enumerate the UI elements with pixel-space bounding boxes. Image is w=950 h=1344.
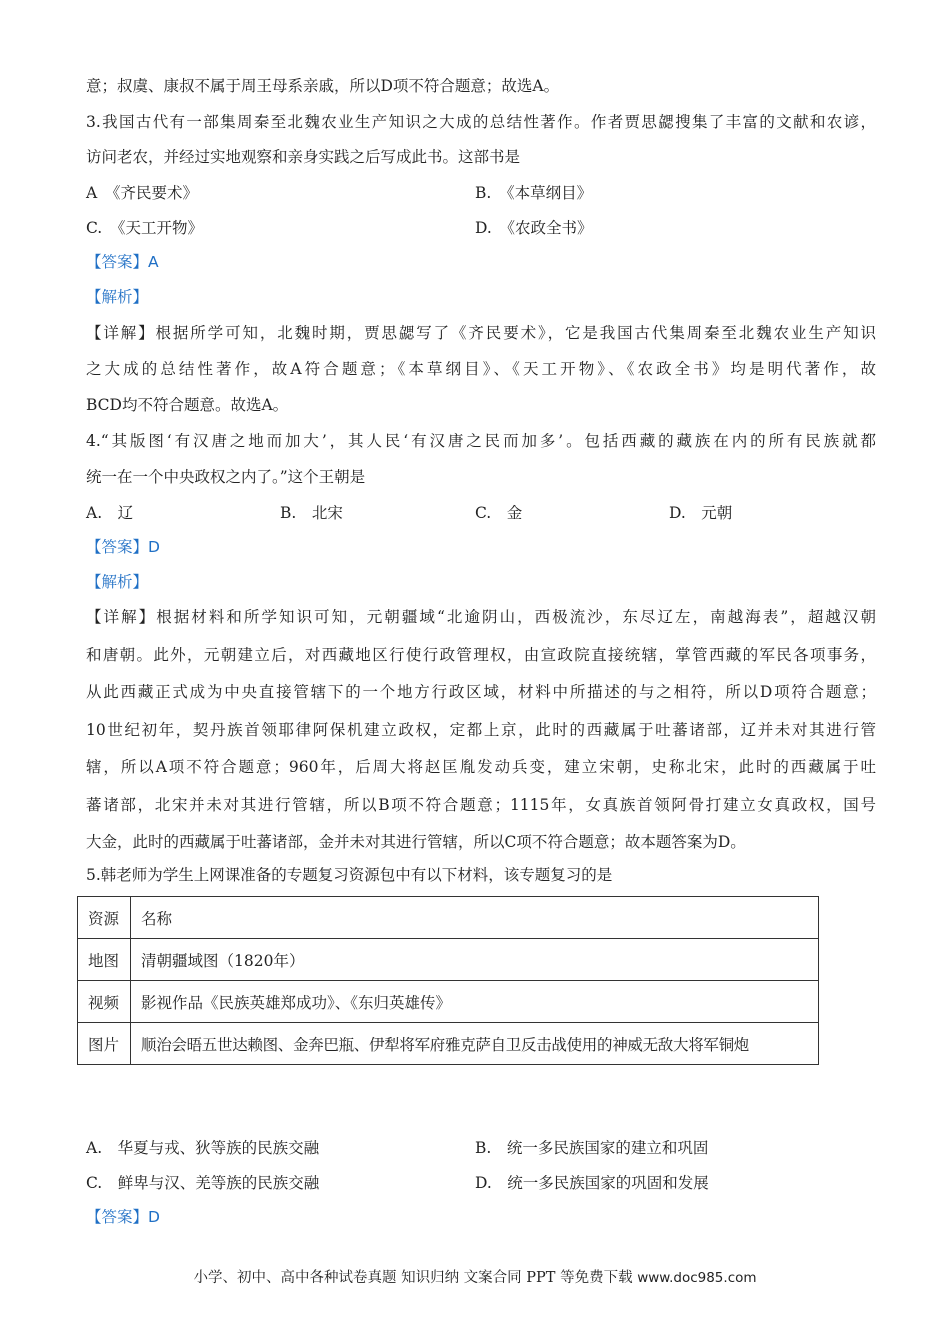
q3-detail-line: BCD均不符合题意。故选A。 [86, 396, 289, 414]
question-3-stem: 3.我国古代有一部集周秦至北魏农业生产知识之大成的总结性著作。作者贾思勰搜集了丰富的文献和农谚， [86, 113, 876, 131]
q5-option-c: C. 鲜卑与汉、羌等族的民族交融 [86, 1174, 320, 1192]
page-footer [0, 1268, 950, 1288]
question-4-stem-cont: 统一在一个中央政权之内了。”这个王朝是 [86, 468, 366, 486]
q3-option-a: A 《齐民要术》 [86, 184, 198, 202]
table-header-row [78, 897, 819, 939]
table-header-cell: 资源 [78, 897, 131, 939]
q4-answer [86, 537, 160, 557]
q4-detail-line: 大金，此时的西藏属于吐蕃诸部，金并未对其进行管辖，所以C项不符合题意；故本题答案为D。 [86, 833, 746, 851]
q5-answer [86, 1207, 160, 1227]
question-3-stem-cont: 访问老农，并经过实地观察和亲身实践之后写成此书。这部书是 [86, 148, 521, 166]
q4-option-a: A. 辽 [86, 504, 134, 522]
q4-option-b: B. 北宋 [280, 504, 343, 522]
table-cell: 清朝疆域图（1820年） [131, 939, 819, 981]
q4-detail-line: 蕃诸部，北宋并未对其进行管辖，所以B项不符合题意；1115年，女真族首领阿骨打建立女真政权，国号 [86, 796, 876, 814]
answer-value: D [148, 538, 160, 556]
table-header-cell: 名称 [131, 897, 819, 939]
table-cell: 视频 [78, 981, 131, 1023]
q4-detail-line: 从此西藏正式成为中央直接管辖下的一个地方行政区域，材料中所描述的与之相符，所以D项符合题意； [86, 683, 876, 701]
table-cell: 影视作品《民族英雄郑成功》、《东归英雄传》 [131, 981, 819, 1023]
question-4-stem: 4.“其版图‘有汉唐之地而加大’，其人民‘有汉唐之民而加多’。包括西藏的藏族在内的所有民族就都 [86, 432, 876, 450]
footer-url[interactable]: www.doc985.com [637, 1270, 757, 1286]
q5-option-d: D. 统一多民族国家的巩固和发展 [475, 1174, 709, 1192]
footer-text: 小学、初中、高中各种试卷真题 知识归纳 文案合同 PPT 等免费下载 [193, 1270, 638, 1286]
q3-option-c: C. 《天工开物》 [86, 219, 203, 237]
resource-table [77, 896, 819, 1065]
q4-detail-line: 和唐朝。此外，元朝建立后，对西藏地区行使行政管理权，由宣政院直接统辖，掌管西藏的军民各项事务， [86, 646, 876, 664]
q4-detail-line: 【详解】根据材料和所学知识可知，元朝疆域“北逾阴山，西极流沙，东尽辽左，南越海表”，超越汉朝 [86, 608, 876, 626]
table-row [78, 939, 819, 981]
table-row [78, 981, 819, 1023]
answer-value: A [148, 253, 159, 271]
q5-option-b: B. 统一多民族国家的建立和巩固 [475, 1139, 709, 1157]
text-line: 意；叔虞、康叔不属于周王母系亲戚，所以D项不符合题意；故选A。 [86, 77, 560, 95]
q3-answer [86, 252, 159, 272]
q3-detail-line: 之大成的总结性著作，故A符合题意；《本草纲目》、《天工开物》、《农政全书》均是明代著作，故 [86, 360, 876, 378]
q4-detail-line: 辖，所以A项不符合题意；960年，后周大将赵匡胤发动兵变，建立宋朝，史称北宋，此时的西藏属于吐 [86, 758, 876, 776]
q3-analysis-tag: 【解析】 [86, 288, 149, 306]
table-row [78, 1023, 819, 1065]
q4-option-d: D. 元朝 [669, 504, 733, 522]
table-cell: 顺治会晤五世达赖图、金奔巴瓶、伊犁将军府雅克萨自卫反击战使用的神威无敌大将军铜炮 [131, 1023, 819, 1065]
answer-tag: 【答案】 [86, 1208, 149, 1226]
q4-option-c: C. 金 [475, 504, 523, 522]
answer-value: D [148, 1208, 160, 1226]
q3-detail-line: 【详解】根据所学可知，北魏时期，贾思勰写了《齐民要术》，它是我国古代集周秦至北魏农业生产知识 [86, 324, 876, 342]
q3-option-d: D. 《农政全书》 [475, 219, 593, 237]
answer-tag: 【答案】 [86, 538, 149, 556]
q4-detail-line: 10世纪初年，契丹族首领耶律阿保机建立政权，定都上京，此时的西藏属于吐蕃诸部，辽并未对其进行管 [86, 721, 876, 739]
question-5-stem: 5.韩老师为学生上网课准备的专题复习资源包中有以下材料，该专题复习的是 [86, 866, 613, 884]
q5-option-a: A. 华夏与戎、狄等族的民族交融 [86, 1139, 320, 1157]
q3-option-b: B. 《本草纲目》 [475, 184, 593, 202]
table-cell: 地图 [78, 939, 131, 981]
answer-tag: 【答案】 [86, 253, 149, 271]
q4-analysis-tag: 【解析】 [86, 573, 149, 591]
table-cell: 图片 [78, 1023, 131, 1065]
